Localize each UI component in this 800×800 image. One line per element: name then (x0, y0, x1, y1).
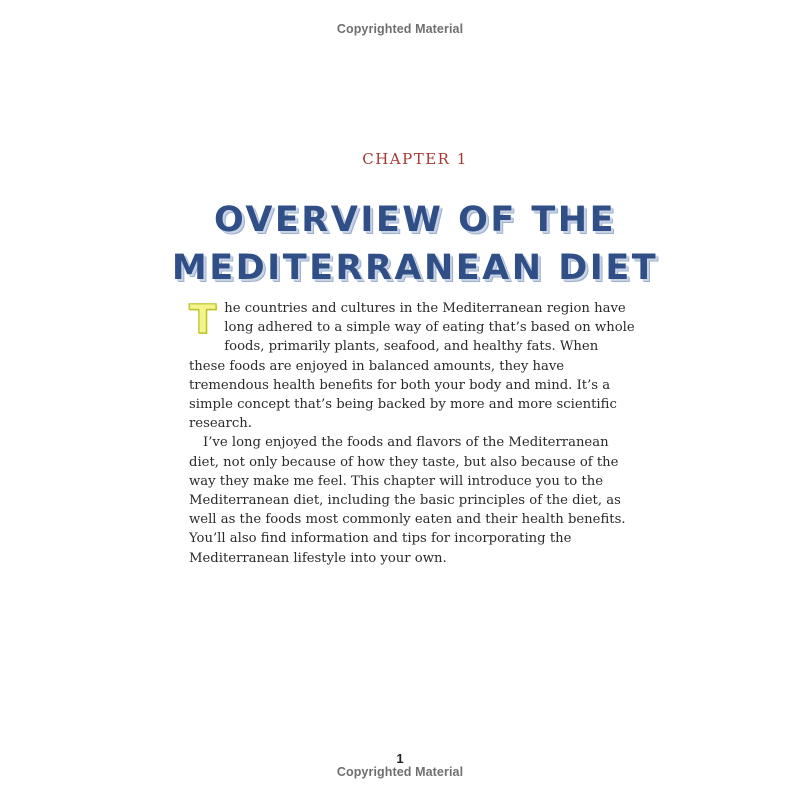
copyright-footer: Copyrighted Material (336, 765, 464, 779)
chapter-title-line-2: MEDITERRANEAN DIET (171, 248, 659, 288)
second-paragraph: I’ve long enjoyed the foods and flavors of the Mediterranean diet, not only because of how they taste, but also because of the way they make me feel. This chapter will introduce you to the Mediterranean diet, including the basic principles of the diet, as well as the foods most commonly eaten and their health benefits. You’ll also find information and tips for incorporating the Mediterranean lifestyle into your own. (189, 435, 626, 566)
chapter-title (0, 196, 800, 292)
page-number: 1 (396, 751, 404, 766)
intro-paragraph-text: he countries and cultures in the Mediterranean region have long adhered to a simple way of eating that’s based on whole foods, primarily plants, seafood, and healthy fats. When these foods are enjoyed in balanced amounts, they have tremendous health benefits for both your body and mind. It’s a simple concept that’s being backed by more and more scientific research. (189, 301, 635, 432)
drop-cap: T (189, 297, 217, 343)
chapter-title-line-1: OVERVIEW OF THE (214, 200, 616, 240)
chapter-label: CHAPTER 1 (362, 150, 468, 168)
chapter-body (189, 299, 637, 568)
copyright-header: Copyrighted Material (336, 22, 464, 36)
intro-paragraph (189, 299, 637, 433)
